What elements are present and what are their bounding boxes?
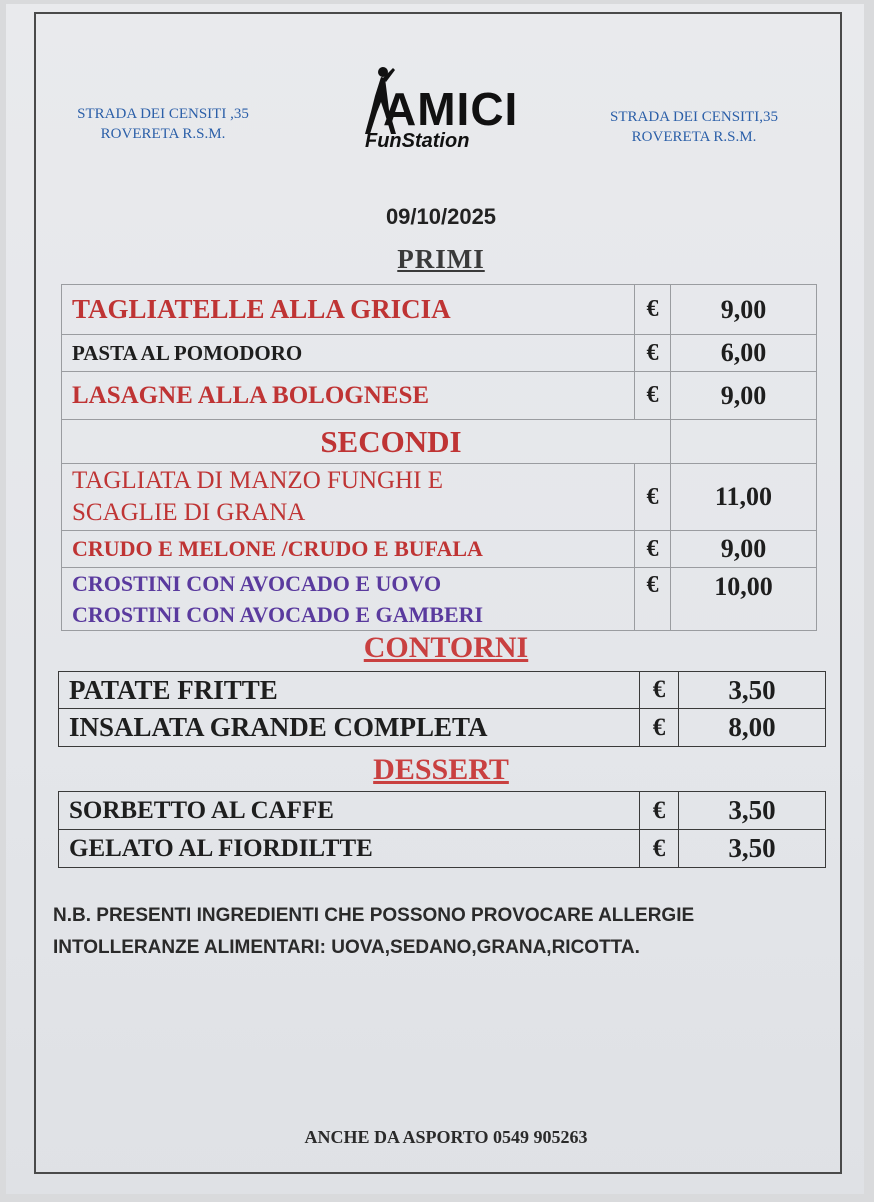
dish-name — [62, 568, 635, 631]
address-right-line2: ROVERETA R.S.M. — [631, 129, 757, 145]
currency-symbol: € — [635, 372, 671, 420]
dish-name: CRUDO E MELONE /CRUDO E BUFALA — [62, 531, 635, 568]
dish-name: GELATO AL FIORDILTTE — [59, 830, 640, 868]
currency-symbol: € — [640, 672, 679, 709]
dish-name: LASAGNE ALLA BOLOGNESE — [62, 372, 635, 420]
takeaway-phone: ANCHE DA ASPORTO 0549 905263 — [304, 1127, 588, 1147]
currency-symbol: € — [635, 531, 671, 568]
address-right-line1: STRADA DEI CENSITI,35 — [610, 109, 778, 125]
table-row — [59, 830, 826, 868]
table-row — [62, 464, 817, 531]
dish-price: 10,00 — [670, 568, 816, 631]
dish-name — [62, 464, 635, 531]
currency-symbol: € — [635, 568, 671, 631]
dish-name: INSALATA GRANDE COMPLETA — [59, 709, 640, 747]
table-row — [62, 335, 817, 372]
secondi-title: SECONDI — [62, 420, 671, 464]
dish-name: SORBETTO AL CAFFE — [59, 792, 640, 830]
dessert-table — [58, 791, 826, 868]
address-right — [592, 107, 796, 147]
currency-symbol: € — [635, 335, 671, 372]
currency-symbol: € — [635, 464, 671, 531]
table-row — [59, 672, 826, 709]
dish-name: TAGLIATELLE ALLA GRICIA — [62, 285, 635, 335]
dish-name: PASTA AL POMODORO — [62, 335, 635, 372]
dish-name-text: TAGLIATA DI MANZO FUNGHI E SCAGLIE DI GRANA — [72, 467, 443, 526]
allergen-notes — [53, 900, 833, 964]
table-row — [59, 709, 826, 747]
currency-symbol: € — [640, 792, 679, 830]
dish-price: 6,00 — [670, 335, 816, 372]
table-row — [62, 372, 817, 420]
currency-symbol: € — [640, 709, 679, 747]
logo-name: AMICI — [383, 83, 519, 135]
dessert-title: DESSERT — [373, 753, 509, 786]
menu-date: 09/10/2025 — [385, 204, 497, 229]
dish-name-line1: CROSTINI CON AVOCADO E UOVO — [72, 571, 442, 596]
primi-title: PRIMI — [397, 244, 485, 274]
contorni-title: CONTORNI — [363, 631, 529, 664]
currency-symbol: € — [635, 285, 671, 335]
table-row — [59, 792, 826, 830]
dish-price: 9,00 — [670, 285, 816, 335]
currency-symbol: € — [640, 830, 679, 868]
allergen-notes-line2: INTOLLERANZE ALIMENTARI: UOVA,SEDANO,GRANA,RICOTTA. — [53, 937, 640, 958]
dish-name-line2: CROSTINI CON AVOCADO E GAMBERI — [72, 602, 484, 627]
dish-name: PATATE FRITTE — [59, 672, 640, 709]
dish-price: 11,00 — [670, 464, 816, 531]
empty-cell — [670, 420, 816, 464]
dish-price: 8,00 — [679, 709, 826, 747]
allergen-notes-line1: N.B. PRESENTI INGREDIENTI CHE POSSONO PROVOCARE ALLERGIE — [53, 905, 695, 926]
table-row — [62, 285, 817, 335]
table-row — [62, 531, 817, 568]
dish-price: 9,00 — [670, 531, 816, 568]
address-left — [58, 104, 268, 144]
logo — [361, 64, 521, 159]
dish-price: 3,50 — [679, 672, 826, 709]
dish-price: 3,50 — [679, 792, 826, 830]
primi-secondi-table — [61, 284, 817, 631]
menu-sheet — [6, 4, 864, 1194]
contorni-table — [58, 671, 826, 747]
logo-subtitle: FunStation — [365, 130, 470, 152]
address-left-line2: ROVERETA R.S.M. — [100, 126, 226, 142]
dish-price: 9,00 — [670, 372, 816, 420]
table-row — [62, 420, 817, 464]
dish-price: 3,50 — [679, 830, 826, 868]
table-row — [62, 568, 817, 631]
address-left-line1: STRADA DEI CENSITI ,35 — [77, 106, 249, 122]
